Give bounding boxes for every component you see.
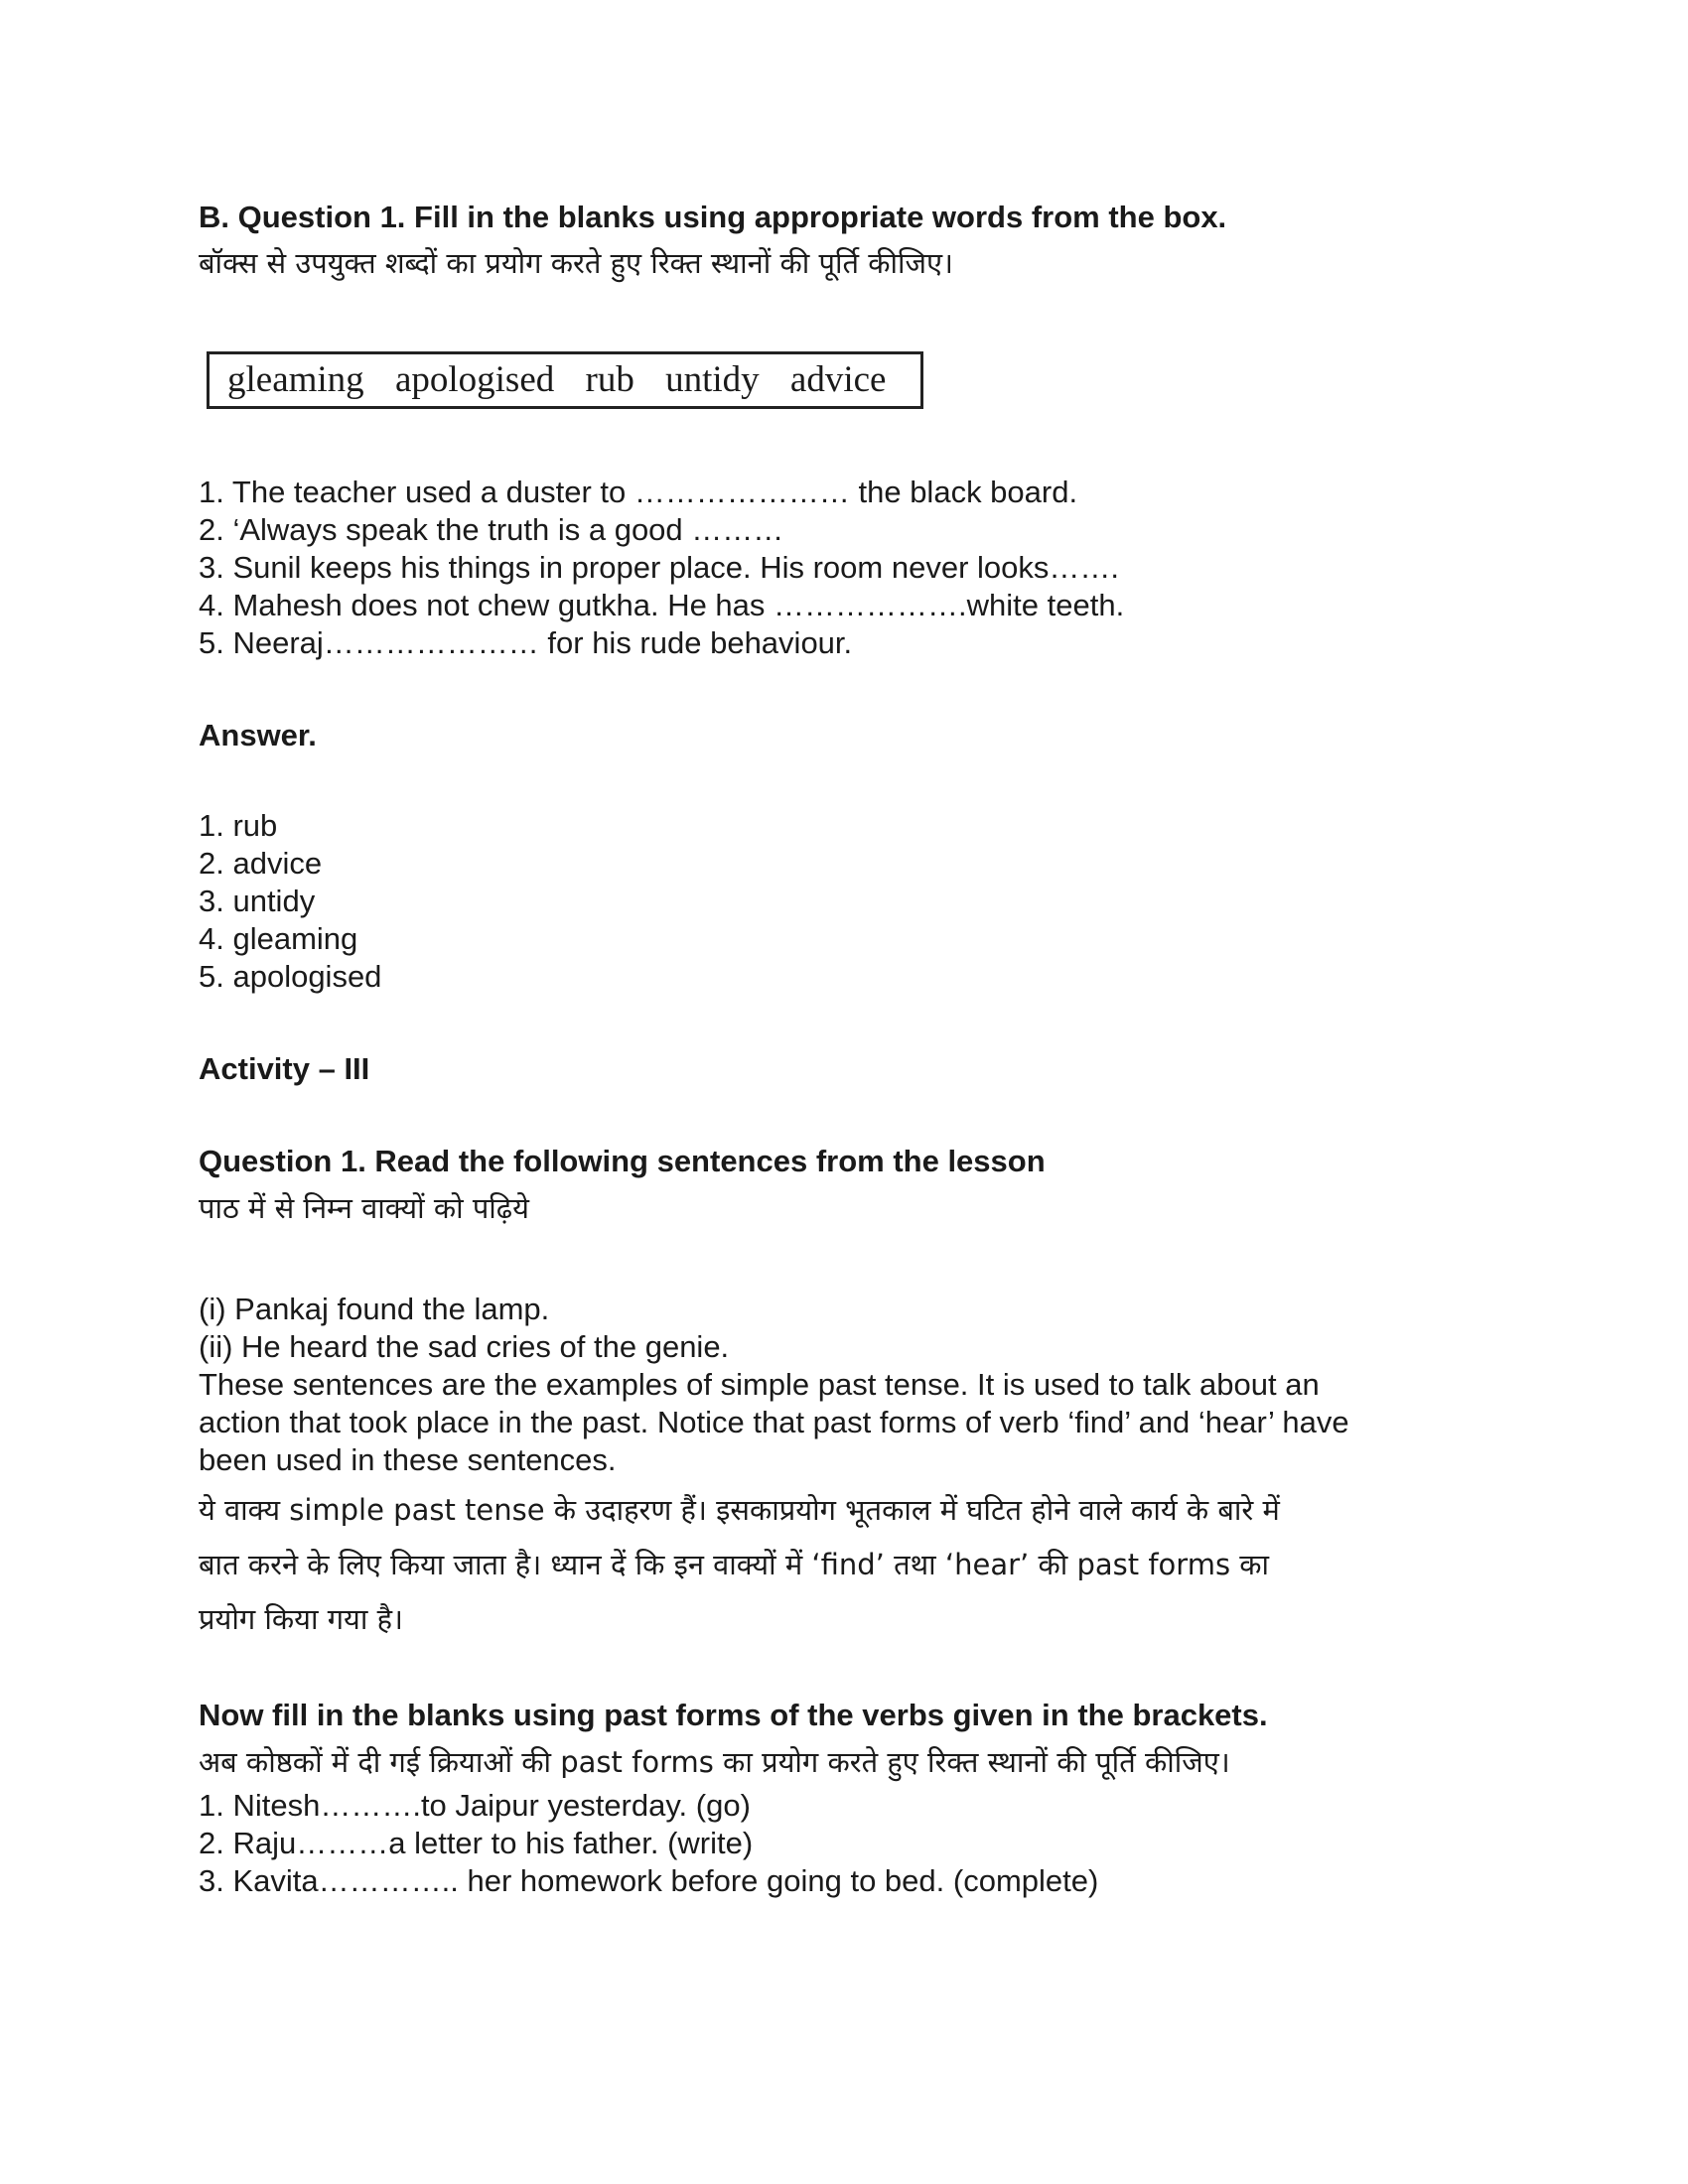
answer-item: 2. advice	[199, 846, 323, 881]
word-box-item: gleaming	[227, 359, 364, 400]
explanation-hindi-line: बात करने के लिए किया जाता है। ध्यान दें कि इन वाक्यों में ‘find’ तथा ‘hear’ की past forms का	[199, 1548, 1270, 1581]
explanation-line: been used in these sentences.	[199, 1442, 617, 1477]
fill-question-item: 3. Kavita………….. her homework before going to bed. (complete)	[199, 1863, 1099, 1898]
question-item: 2. ‘Always speak the truth is a good ………	[199, 512, 784, 547]
word-box-item: untidy	[665, 359, 760, 400]
activity-question-hindi: पाठ में से निम्न वाक्यों को पढ़िये	[199, 1191, 529, 1225]
answer-item: 3. untidy	[199, 884, 316, 918]
activity-heading: Activity – III	[199, 1051, 370, 1086]
answer-item: 1. rub	[199, 808, 278, 843]
fill-question-item: 1. Nitesh……….to Jaipur yesterday. (go)	[199, 1788, 751, 1823]
explanation-line: action that took place in the past. Notice that past forms of verb ‘find’ and ‘hear’ have	[199, 1405, 1349, 1439]
answer-item: 5. apologised	[199, 959, 382, 994]
answer-heading: Answer.	[199, 718, 317, 752]
word-box-item: apologised	[394, 359, 555, 400]
explanation-line: These sentences are the examples of simple past tense. It is used to talk about an	[199, 1367, 1320, 1402]
explanation-hindi-line: ये वाक्य simple past tense के उदाहरण हैं। इसकाप्रयोग भूतकाल में घटित होने वाले कार्य के बारे में	[199, 1493, 1280, 1527]
word-box	[207, 351, 923, 409]
answer-item: 4. gleaming	[199, 921, 358, 956]
question-item: 4. Mahesh does not chew gutkha. He has ……………….white teeth.	[199, 588, 1125, 622]
question-item: 3. Sunil keeps his things in proper place. His room never looks…….	[199, 550, 1119, 585]
explanation-hindi-line: प्रयोग किया गया है।	[199, 1602, 403, 1636]
question-item: 1. The teacher used a duster to ………………… the black board.	[199, 475, 1078, 509]
fill-heading: Now fill in the blanks using past forms of the verbs given in the brackets.	[199, 1698, 1268, 1732]
question-item: 5. Neeraj………………… for his rude behaviour.	[199, 625, 853, 660]
word-box-item: advice	[789, 359, 887, 400]
example-sentence: (i) Pankaj found the lamp.	[199, 1292, 550, 1326]
fill-question-item: 2. Raju………a letter to his father. (write)	[199, 1826, 754, 1860]
question-heading: B. Question 1. Fill in the blanks using appropriate words from the box.	[199, 200, 1227, 234]
activity-question-heading: Question 1. Read the following sentences from the lesson	[199, 1144, 1046, 1178]
example-sentence: (ii) He heard the sad cries of the genie.	[199, 1329, 730, 1364]
fill-hindi: अब कोष्ठकों में दी गई क्रियाओं की past forms का प्रयोग करते हुए रिक्त स्थानों की पूर्ति कीजिए।	[199, 1745, 1230, 1779]
question-hindi: बॉक्स से उपयुक्त शब्दों का प्रयोग करते हुए रिक्त स्थानों की पूर्ति कीजिए।	[199, 246, 954, 280]
word-box-item: rub	[585, 359, 634, 400]
